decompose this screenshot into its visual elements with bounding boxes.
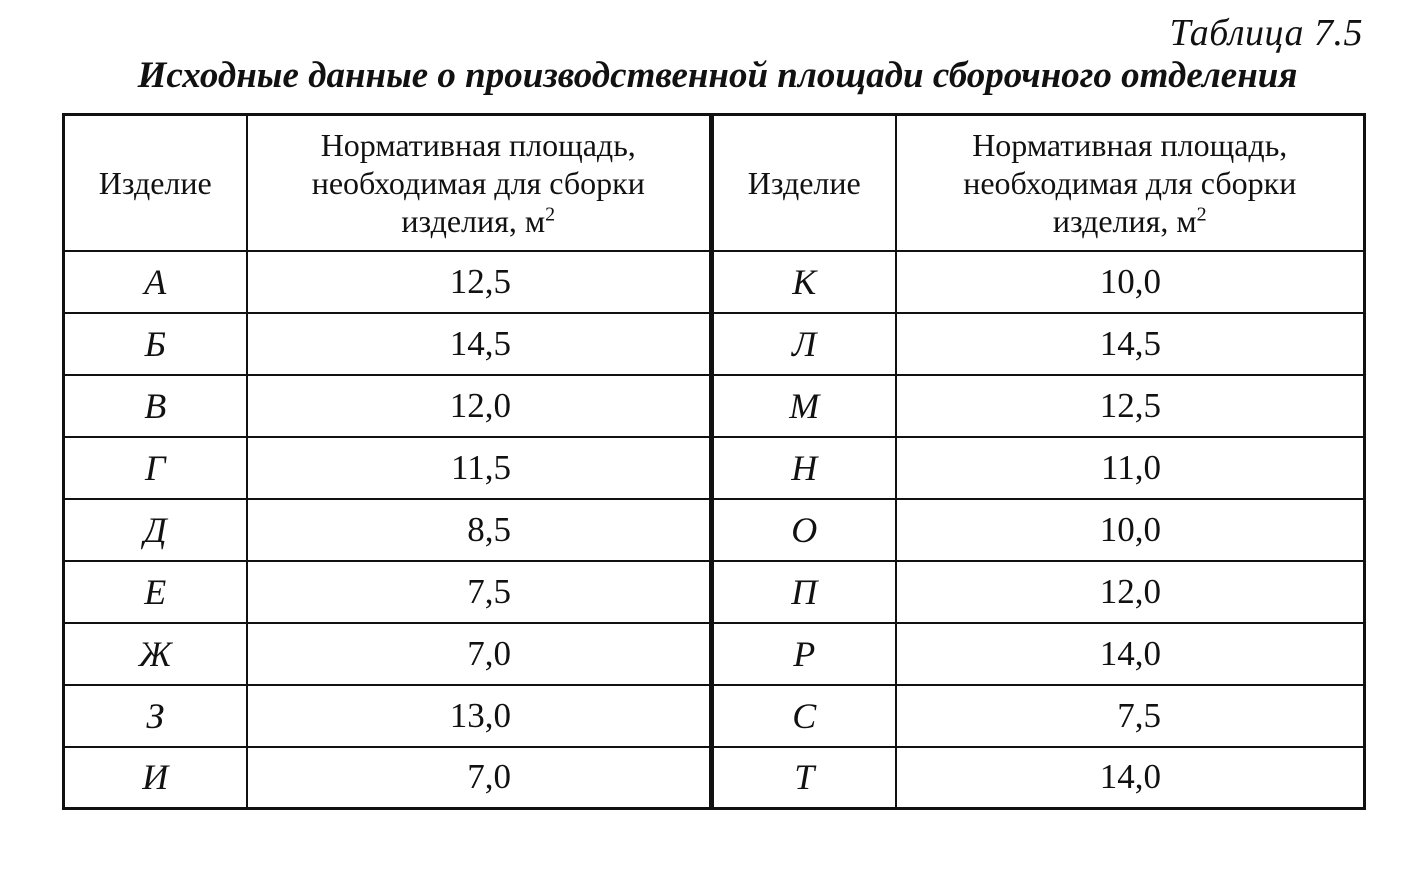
right-item-cell: С (712, 685, 896, 747)
right-item-cell: Т (712, 747, 896, 809)
right-value-cell: 14,0 (896, 623, 1365, 685)
header-area-right (896, 115, 1365, 251)
table-row (64, 251, 1365, 313)
data-table (62, 113, 1366, 810)
right-item-cell: М (712, 375, 896, 437)
left-value-cell: 13,0 (247, 685, 712, 747)
table-number: Таблица 7.5 (1169, 12, 1363, 54)
table-row (64, 437, 1365, 499)
table-row (64, 561, 1365, 623)
right-value-cell: 12,0 (896, 561, 1365, 623)
left-value-cell: 12,5 (247, 251, 712, 313)
left-item-cell: Ж (64, 623, 247, 685)
right-value-cell: 10,0 (896, 251, 1365, 313)
table-body (64, 251, 1365, 809)
header-area-line1: Нормативная площадь, (320, 126, 636, 163)
right-value-cell: 14,0 (896, 747, 1365, 809)
left-item-cell: Г (64, 437, 247, 499)
header-area-line1: Нормативная площадь, (972, 126, 1288, 163)
right-value-cell: 12,5 (896, 375, 1365, 437)
right-item-cell: Н (712, 437, 896, 499)
left-value-cell: 7,0 (247, 623, 712, 685)
left-item-cell: Д (64, 499, 247, 561)
left-value-cell: 7,5 (247, 561, 712, 623)
left-value-cell: 7,0 (247, 747, 712, 809)
right-value-cell: 14,5 (896, 313, 1365, 375)
right-item-cell: Л (712, 313, 896, 375)
table-row (64, 375, 1365, 437)
left-item-cell: А (64, 251, 247, 313)
header-item-right: Изделие (712, 115, 896, 251)
right-item-cell: Р (712, 623, 896, 685)
table-row (64, 685, 1365, 747)
header-item-left: Изделие (64, 115, 247, 251)
left-item-cell: И (64, 747, 247, 809)
left-item-cell: З (64, 685, 247, 747)
right-value-cell: 10,0 (896, 499, 1365, 561)
table-row (64, 499, 1365, 561)
left-item-cell: Б (64, 313, 247, 375)
header-row (64, 115, 1365, 251)
right-value-cell: 7,5 (896, 685, 1365, 747)
header-area-line2: необходимая для сборки (963, 164, 1297, 201)
left-value-cell: 12,0 (247, 375, 712, 437)
left-item-cell: Е (64, 561, 247, 623)
header-area-unit: 2 (1196, 203, 1207, 226)
left-value-cell: 14,5 (247, 313, 712, 375)
right-item-cell: К (712, 251, 896, 313)
left-value-cell: 8,5 (247, 499, 712, 561)
table-row (64, 313, 1365, 375)
table-title: Исходные данные о производственной площади сборочного отделения (137, 55, 1298, 96)
left-item-cell: В (64, 375, 247, 437)
header-area-line3: изделия, м (1052, 202, 1197, 239)
right-value-cell: 11,0 (896, 437, 1365, 499)
header-area-left (247, 115, 712, 251)
header-area-unit: 2 (545, 203, 556, 226)
header-area-line2: необходимая для сборки (311, 164, 645, 201)
table-row (64, 747, 1365, 809)
right-item-cell: П (712, 561, 896, 623)
table-row (64, 623, 1365, 685)
header-area-line3: изделия, м (401, 202, 546, 239)
right-item-cell: О (712, 499, 896, 561)
left-value-cell: 11,5 (247, 437, 712, 499)
